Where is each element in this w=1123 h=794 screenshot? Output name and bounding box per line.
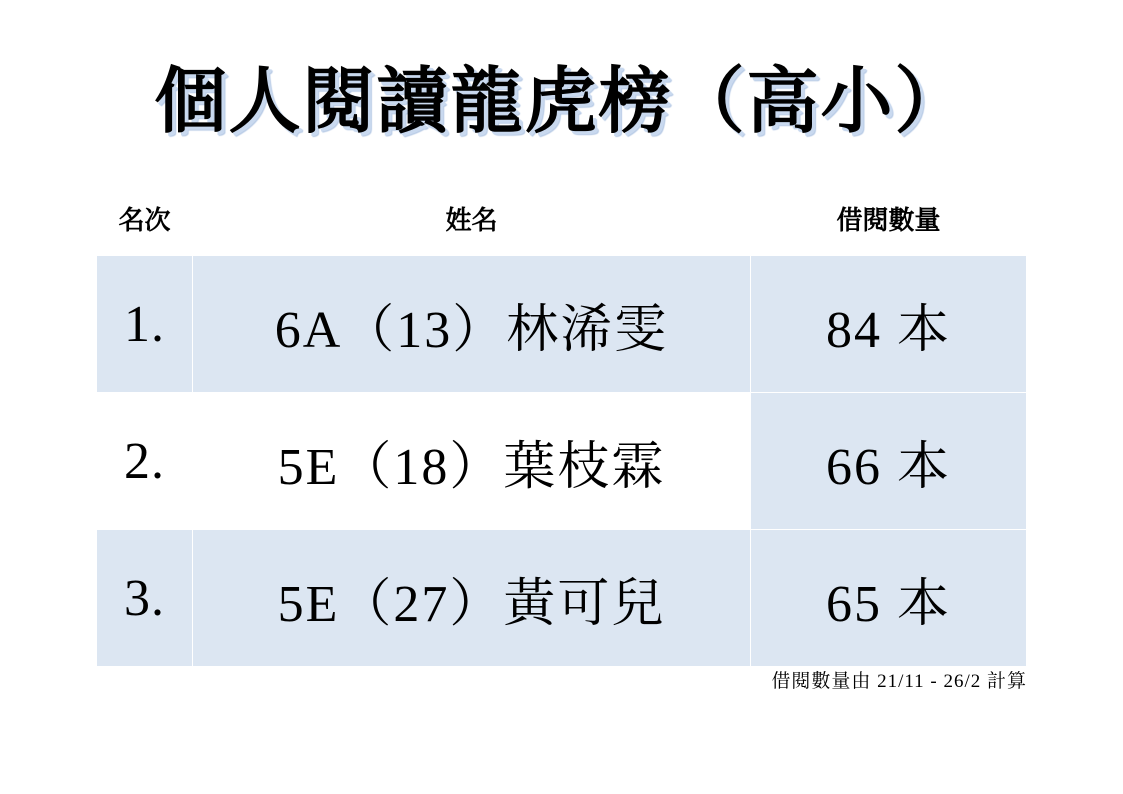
cell-count: 66 本 [751, 393, 1027, 530]
cell-count: 65 本 [751, 530, 1027, 667]
table-row [97, 256, 1027, 393]
cell-rank: 1. [97, 256, 193, 393]
cell-rank: 2. [97, 393, 193, 530]
table-row [97, 530, 1027, 667]
table-header-row [97, 196, 1027, 256]
cell-rank: 3. [97, 530, 193, 667]
column-header-rank: 名次 [118, 206, 171, 236]
cell-name: 5E（18）葉枝霖 [193, 393, 751, 530]
page-title: 個人閱讀龍虎榜（高小） [154, 59, 969, 143]
table-header [97, 196, 1027, 256]
footnote: 借閱數量由 21/11 - 26/2 計算 [771, 671, 1027, 692]
table-body [97, 256, 1027, 667]
column-header-name: 姓名 [445, 206, 498, 236]
column-header-count: 借閱數量 [836, 206, 941, 236]
cell-name: 5E（27）黃可兒 [193, 530, 751, 667]
table-row [97, 393, 1027, 530]
ranking-table [96, 196, 1027, 667]
cell-name: 6A（13）林浠雯 [193, 256, 751, 393]
ranking-table-container [96, 196, 1026, 667]
cell-count: 84 本 [751, 256, 1027, 393]
